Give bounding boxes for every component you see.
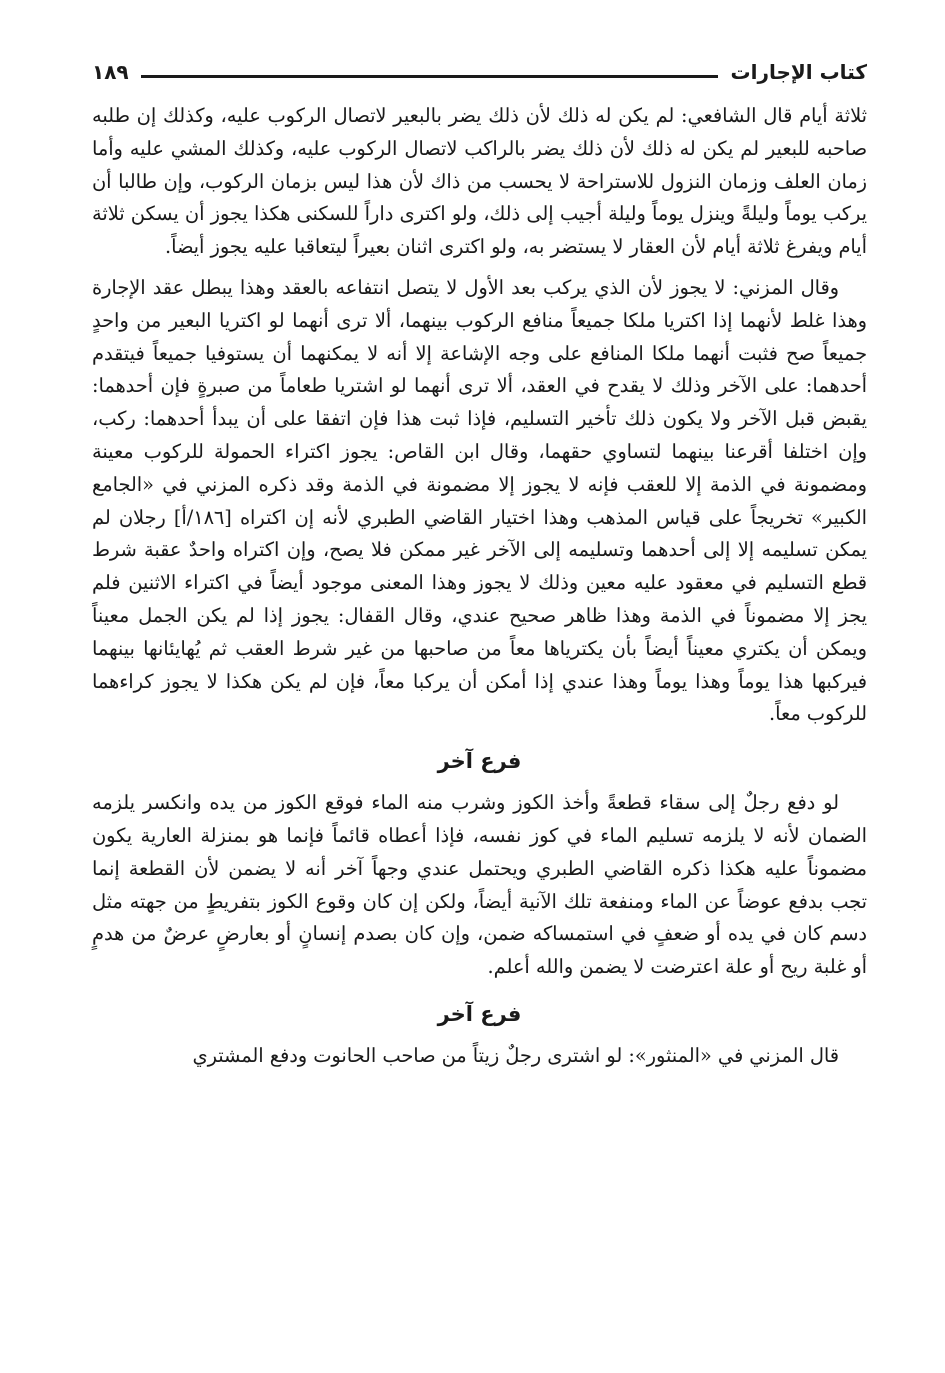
book-title: كتاب الإجارات	[730, 60, 867, 84]
book-page	[92, 52, 867, 1073]
paragraph-4: قال المزني في «المنثور»: لو اشترى رجلٌ زيتاً من صاحب الحانوت ودفع المشتري	[192, 1043, 839, 1067]
paragraph-3: لو دفع رجلٌ إلى سقاء قطعةً وأخذ الكوز وشرب منه الماء فوقع الكوز من يده وانكسر يلزمه الضمان لأنه لا يلزمه تسليم الماء في كوز نفسه، فإذا أعطاه قائماً فإنما هو بمنزلة العارية يكون مضموناً عليه هكذا ذكره القاضي الطبري ويحتمل عندي وجهاً آخر أنه لا يضمن لأن القطعة إنما تجب بدفع عوضاً عن الماء ومنفعة تلك الآنية أيضاً، ولكن إن كان وقوع الكوز بتفريطٍ من جهته مثل دسم كان في يده أو ضعفٍ في استمساكه ضمن، وإن كان بصدم إنسانٍ أو بعارضٍ عرضٌ من هدمٍ أو غلبة ريح أو علة اعترضت لا يضمن والله أعلم.	[92, 791, 867, 979]
running-header	[92, 52, 867, 92]
paragraph-1: ثلاثة أيام قال الشافعي: لم يكن له ذلك لأن ذلك يضر بالبعير لاتصال الركوب عليه، وكذلك إن طلبه صاحبه للبعير لم يكن له ذلك لأن ذلك يضر بالراكب لاتصال الركوب عليه، وكذلك المشي عليه وأما زمان العلف وزمان النزول للاستراحة لا يحسب من ذاك لأن هذا ليس بزمان الركوب، وإن طالبا أن يركب يوماً وليلةً وينزل يوماً وليلة أجيب إلى ذلك، ولو اكترى داراً للسكنى هكذا يجوز أن يسكن ثلاثة أيام ويفرغ ثلاثة أيام لأن العقار لا يستضر به، ولو اكترى اثنان بعيراً ليتعاقبا عليه يجوز أيضاً.	[92, 104, 867, 259]
section-heading-2: فرع آخر	[437, 1001, 522, 1026]
section-heading-1: فرع آخر	[437, 749, 522, 774]
header-rule	[141, 75, 719, 78]
page-number: ١٨٩	[92, 60, 129, 84]
paragraph-2: وقال المزني: لا يجوز لأن الذي يركب بعد الأول لا يتصل انتفاعه بالعقد وهذا يبطل عقد الإجارة وهذا غلط لأنهما إذا اكتريا ملكا جميعاً منافع الركوب بينهما، ألا ترى أنهما لو اكتريا البعير من واحدٍ جميعاً صح فثبت أنهما ملكا المنافع على وجه الإشاعة إلا أنه لا يمكنهما أن يستوفيا جميعاً فيتقدم أحدهما: على الآخر وذلك لا يقدح في العقد، ألا ترى أنهما لو اشتريا طعاماً من صبرةٍ فإن أحدهما: يقبض قبل الآخر ولا يكون ذلك تأخير التسليم، فإذا ثبت هذا فإن اتفقا على أن يبدأ أحدهما: ركب، وإن اختلفا أقرعنا بينهما لتساوي حقهما، وقال ابن القاص: يجوز اكتراء الحمولة للركوب معينة ومضمونة في الذمة إلا للعقب فإنه لا يجوز إلا مضمونة في الذمة وقد ذكره المزني في «الجامع الكبير» تخريجاً على قياس المذهب وهذا اختيار القاضي الطبري لأنه إن اكتراه [١٨٦/أ] رجلان لم يمكن تسليمه إلا إلى أحدهما وتسليمه إلى الآخر غير ممكن فلا يصح، وإن اكتراه واحدٌ عقبة شرط قطع التسليم في معقود عليه معين وذلك لا يجوز وهذا المعنى موجود أيضاً في اكتراء الاثنين فلم يجز إلا مضموناً في الذمة وهذا ظاهر صحيح عندي، وقال القفال: يجوز إذا لم يكن الجمل معيناً ويمكن أن يكتري معيناً أيضاً بأن يكترياها معاً من صاحبها من غير شرط العقب ثم يُهايئانها بينهما فيركبها هذا يوماً وهذا يوماً وهذا عندي إذا أمكن أن يركبا معاً، فإن لم يكن هكذا لا يجوز كراءهما للركوب معاً.	[92, 275, 867, 726]
